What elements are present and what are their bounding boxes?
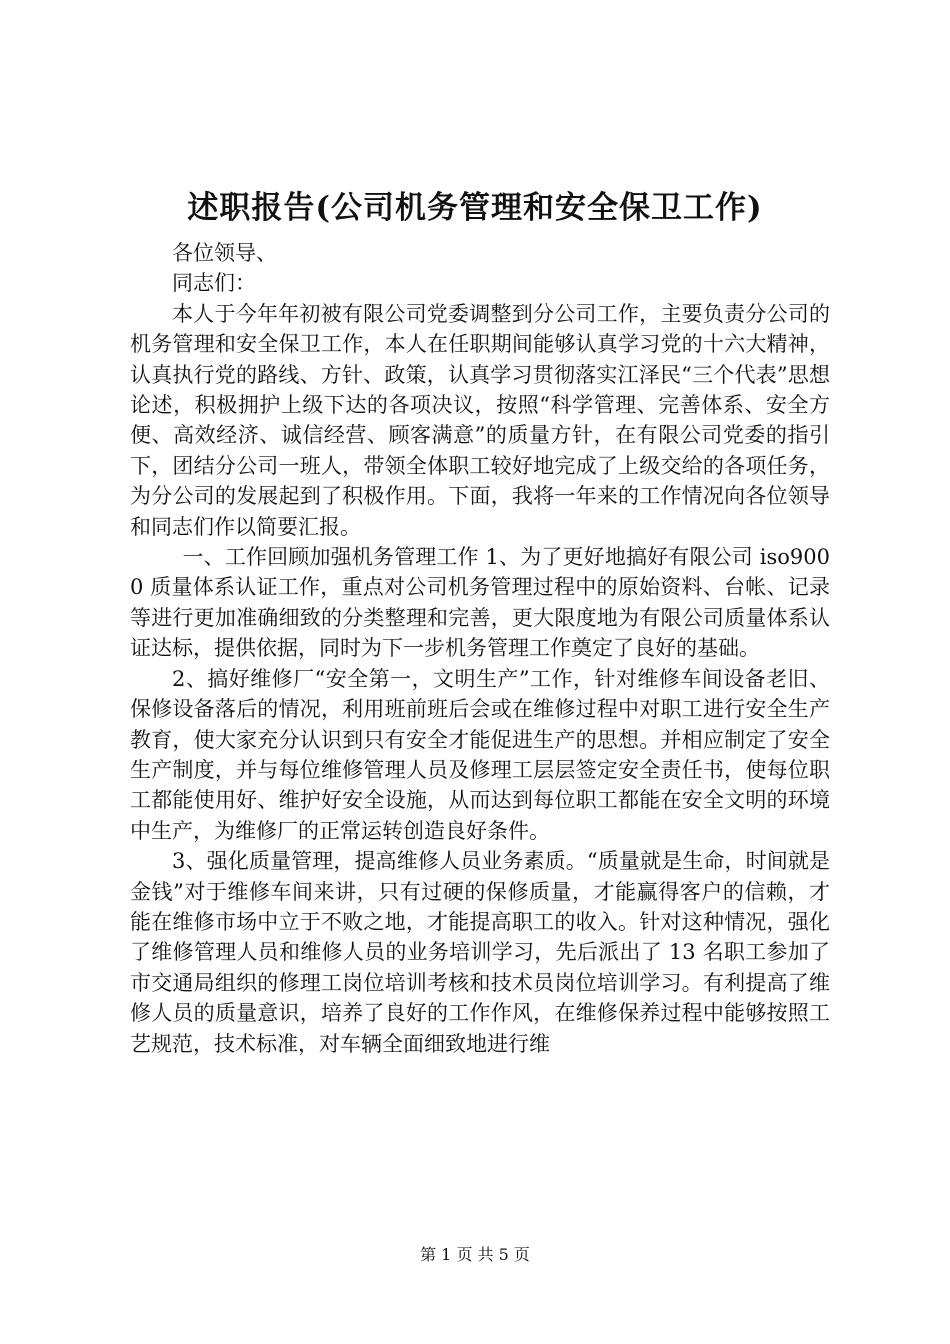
- salutation-leaders: 各位领导、: [172, 241, 277, 265]
- document-body: [130, 238, 830, 1059]
- document-title: 述职报告(公司机务管理和安全保卫工作): [187, 190, 763, 226]
- paragraph-section-2: 2、搞好维修厂“安全第一，文明生产”工作，针对维修车间设备老旧、保修设备落后的情况，利用班前班后会或在维修过程中对职工进行安全生产教育，使大家充分认识到只有安全才能促进生产的思想。并相应制定了安全生产制度，并与每位维修管理人员及修理工层层签定安全责任书，使每位职工都能使用好、维护好安全设施，从而达到每位职工都能在安全文明的环境中生产，为维修厂的正常运转创造良好条件。: [130, 666, 830, 843]
- paragraph-section-3: 3、强化质量管理，提高维修人员业务素质。“质量就是生命，时间就是金钱”对于维修车间来讲，只有过硬的保修质量，才能赢得客户的信赖，才能在维修市场中立于不败之地，才能提高职工的收入。针对这种情况，强化了维修管理人员和维修人员的业务培训学习，先后派出了 13 名职工参加了市交通局组织的修理工岗位培训考核和技术员岗位培训学习。有利提高了维修人员的质量意识，培养了良好的工作作风，在维修保养过程中能够按照工艺规范，技术标准，对车辆全面细致地进行维: [130, 849, 830, 1056]
- paragraph-intro: 本人于今年年初被有限公司党委调整到分公司工作，主要负责分公司的机务管理和安全保卫工作，本人在任职期间能够认真学习党的十六大精神，认真执行党的路线、方针、政策，认真学习贯彻落实江泽民“三个代表”思想论述，积极拥护上级下达的各项决议，按照“科学管理、完善体系、安全方便、高效经济、诚信经营、顾客满意”的质量方针，在有限公司党委的指引下，团结分公司一班人，带领全体职工较好地完成了上级交给的各项任务，为分公司的发展起到了积极作用。下面，我将一年来的工作情况向各位领导和同志们作以简要汇报。: [130, 301, 830, 539]
- salutation-comrades: 同志们：: [172, 271, 256, 296]
- page-footer: 第 1 页 共 5 页: [420, 1245, 530, 1264]
- paragraph-section-1: 一、工作回顾加强机务管理工作 1、为了更好地搞好有限公司 iso9000 质量体系认证工作，重点对公司机务管理过程中的原始资料、台帐、记录等进行更加准确细致的分类整理和完善，更大限度地为有限公司质量体系认证达标，提供依据，同时为下一步机务管理工作奠定了良好的基础。: [130, 545, 830, 661]
